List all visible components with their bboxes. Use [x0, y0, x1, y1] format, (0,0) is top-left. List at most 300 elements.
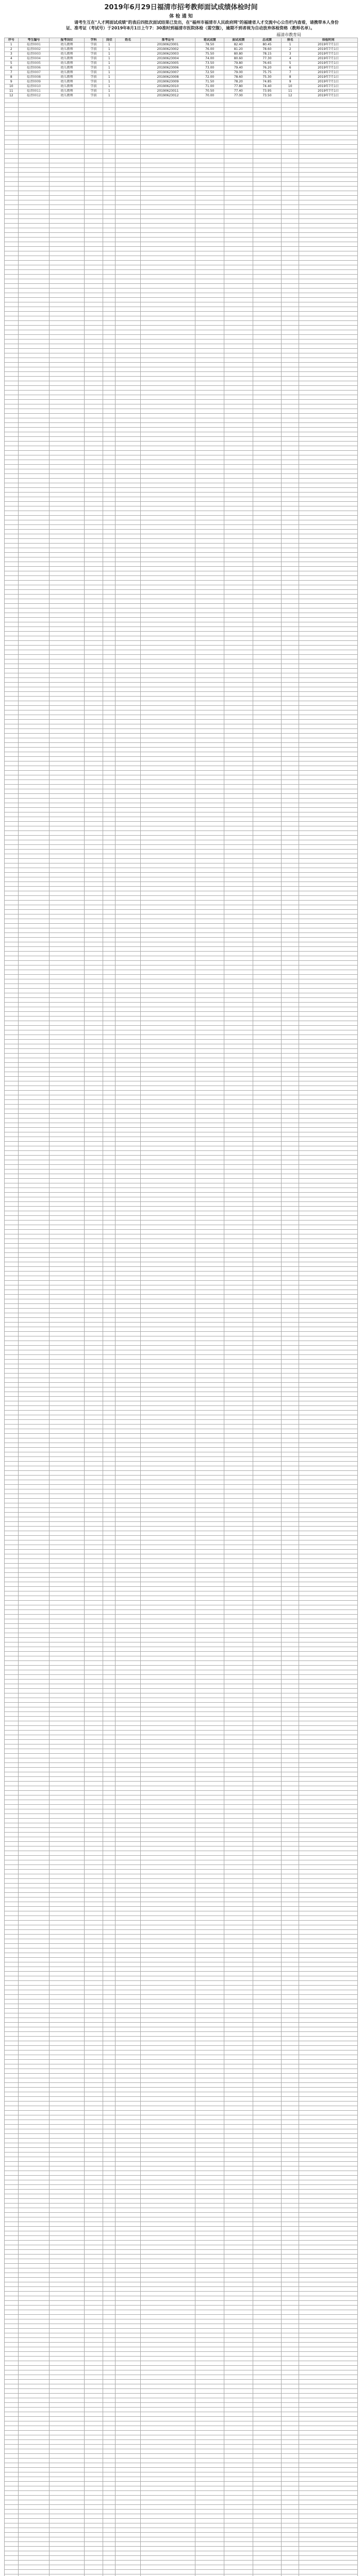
table-cell	[299, 409, 358, 414]
table-cell	[50, 692, 85, 697]
table-cell	[103, 794, 116, 799]
table-cell	[224, 794, 253, 799]
table-cell	[5, 1795, 19, 1800]
table-cell	[224, 131, 253, 135]
table-cell	[140, 1791, 195, 1795]
table-cell	[253, 1615, 282, 1619]
table-row	[5, 1466, 358, 1471]
table-cell	[5, 1726, 19, 1731]
table-cell	[103, 826, 116, 831]
table-row	[5, 1234, 358, 1239]
table-cell	[299, 437, 358, 442]
table-row	[5, 1165, 358, 1170]
table-cell	[253, 1480, 282, 1485]
table-cell	[84, 349, 103, 353]
table-cell	[299, 432, 358, 437]
table-cell	[195, 381, 224, 386]
table-cell	[103, 182, 116, 187]
table-cell	[18, 534, 50, 539]
table-cell: 72.00	[195, 75, 224, 80]
table-cell	[50, 1545, 85, 1550]
table-cell	[224, 1411, 253, 1415]
table-cell	[224, 460, 253, 465]
table-cell	[103, 1791, 116, 1795]
table-cell	[50, 956, 85, 961]
table-cell	[253, 1624, 282, 1629]
table-cell	[253, 247, 282, 251]
table-cell	[18, 1114, 50, 1118]
table-cell	[224, 1809, 253, 1814]
table-cell	[224, 1540, 253, 1545]
table-cell	[299, 442, 358, 446]
table-cell	[116, 1072, 140, 1077]
table-cell	[103, 799, 116, 803]
table-cell	[140, 479, 195, 483]
table-cell	[253, 822, 282, 826]
table-cell	[103, 395, 116, 400]
table-cell	[103, 159, 116, 163]
table-cell	[18, 863, 50, 868]
table-cell	[50, 952, 85, 956]
table-cell	[253, 664, 282, 669]
table-cell	[195, 1420, 224, 1425]
table-cell	[299, 571, 358, 576]
table-cell	[195, 1814, 224, 1819]
table-cell	[224, 748, 253, 752]
table-cell	[50, 757, 85, 761]
table-cell	[84, 938, 103, 942]
table-cell	[50, 251, 85, 256]
table-cell	[224, 302, 253, 307]
table-cell	[140, 1309, 195, 1313]
table-cell	[103, 1578, 116, 1582]
table-cell	[253, 1652, 282, 1656]
table-cell	[299, 1383, 358, 1387]
table-cell	[84, 261, 103, 265]
table-cell: 20190623001	[140, 43, 195, 47]
table-cell	[103, 1768, 116, 1772]
table-row	[5, 1392, 358, 1397]
table-cell	[224, 1805, 253, 1809]
table-cell	[224, 1652, 253, 1656]
table-cell	[116, 395, 140, 400]
table-cell	[103, 1772, 116, 1777]
table-cell	[116, 1800, 140, 1805]
table-cell	[103, 1411, 116, 1415]
table-cell	[282, 446, 299, 451]
table-cell	[18, 1077, 50, 1081]
table-row	[5, 1253, 358, 1258]
table-cell	[140, 1768, 195, 1772]
table-cell	[253, 1768, 282, 1772]
table-cell	[253, 975, 282, 979]
table-cell	[299, 710, 358, 715]
table-cell	[84, 822, 103, 826]
table-cell	[103, 238, 116, 242]
table-cell	[299, 321, 358, 326]
table-cell	[282, 483, 299, 488]
table-cell	[195, 1786, 224, 1791]
table-cell	[282, 247, 299, 251]
table-row	[5, 799, 358, 803]
table-cell	[224, 1040, 253, 1044]
table-cell	[50, 1369, 85, 1374]
table-cell	[18, 312, 50, 316]
table-cell	[103, 451, 116, 455]
table-cell	[299, 1216, 358, 1221]
table-cell	[140, 1647, 195, 1652]
table-cell	[103, 873, 116, 877]
table-cell	[224, 1086, 253, 1091]
table-cell	[299, 729, 358, 734]
table-cell	[18, 1712, 50, 1717]
table-row	[5, 1276, 358, 1281]
table-cell	[84, 460, 103, 465]
table-cell	[18, 1717, 50, 1721]
table-cell	[50, 548, 85, 553]
table-cell	[103, 1021, 116, 1026]
table-cell	[140, 163, 195, 168]
table-cell	[282, 377, 299, 381]
table-cell	[299, 173, 358, 177]
table-cell	[18, 1536, 50, 1540]
table-cell: 学前	[84, 66, 103, 71]
table-cell	[299, 1564, 358, 1568]
table-cell	[282, 1364, 299, 1369]
table-cell	[140, 873, 195, 877]
table-cell	[50, 214, 85, 219]
table-cell: 77.80	[224, 84, 253, 89]
table-cell	[18, 1355, 50, 1360]
table-cell	[299, 312, 358, 316]
table-cell	[195, 1160, 224, 1165]
table-cell	[18, 432, 50, 437]
table-cell	[195, 553, 224, 557]
table-cell	[140, 1132, 195, 1137]
table-row	[5, 1480, 358, 1485]
table-cell	[195, 1216, 224, 1221]
table-cell	[5, 1605, 19, 1610]
table-cell	[84, 873, 103, 877]
table-cell	[5, 1754, 19, 1758]
table-cell	[140, 377, 195, 381]
table-cell: 3	[5, 52, 19, 57]
table-cell	[282, 548, 299, 553]
table-cell	[195, 1364, 224, 1369]
table-row	[5, 1244, 358, 1248]
table-cell	[5, 1582, 19, 1587]
table-cell	[116, 1666, 140, 1670]
table-cell	[5, 196, 19, 200]
table-row	[5, 251, 358, 256]
table-cell	[84, 1596, 103, 1601]
table-cell	[299, 692, 358, 697]
table-cell	[140, 349, 195, 353]
table-cell: 20190623004	[140, 57, 195, 61]
table-cell	[195, 1693, 224, 1698]
table-cell	[18, 1476, 50, 1480]
table-cell	[224, 1012, 253, 1016]
table-cell	[18, 1805, 50, 1809]
table-cell	[84, 1536, 103, 1540]
table-cell	[103, 1559, 116, 1564]
table-cell	[116, 1309, 140, 1313]
table-cell	[116, 1503, 140, 1508]
table-cell	[84, 1369, 103, 1374]
table-cell	[195, 163, 224, 168]
table-cell	[84, 1587, 103, 1591]
table-cell	[5, 595, 19, 599]
table-cell	[140, 697, 195, 701]
table-cell	[103, 256, 116, 261]
table-cell	[50, 1030, 85, 1035]
table-cell	[18, 836, 50, 840]
table-cell	[224, 1007, 253, 1012]
table-row	[5, 590, 358, 595]
table-cell	[253, 659, 282, 664]
table-cell	[5, 1462, 19, 1466]
table-row	[5, 298, 358, 302]
table-cell	[84, 1299, 103, 1304]
table-cell	[5, 168, 19, 173]
table-cell	[140, 1615, 195, 1619]
table-cell	[18, 1642, 50, 1647]
table-cell	[84, 646, 103, 650]
table-cell	[18, 1072, 50, 1077]
table-cell	[5, 1327, 19, 1332]
table-cell	[103, 836, 116, 840]
table-cell	[224, 840, 253, 845]
table-cell	[18, 1703, 50, 1707]
table-cell	[224, 1281, 253, 1285]
table-cell	[253, 1035, 282, 1040]
table-cell	[299, 1656, 358, 1661]
table-row	[5, 488, 358, 493]
table-cell	[140, 1601, 195, 1605]
table-cell	[282, 1021, 299, 1026]
table-cell	[195, 618, 224, 622]
table-cell	[18, 701, 50, 706]
table-cell	[84, 942, 103, 947]
table-cell	[84, 1712, 103, 1717]
table-cell	[140, 1118, 195, 1123]
table-cell	[195, 701, 224, 706]
table-cell	[18, 901, 50, 905]
column-header: 体检时间	[299, 38, 358, 43]
table-cell	[84, 173, 103, 177]
table-cell	[103, 715, 116, 720]
table-cell	[50, 891, 85, 896]
table-cell	[103, 817, 116, 822]
table-cell	[84, 1058, 103, 1063]
table-cell	[299, 901, 358, 905]
table-cell	[195, 1142, 224, 1146]
table-cell	[282, 1355, 299, 1360]
table-cell	[103, 965, 116, 970]
table-cell	[224, 242, 253, 247]
table-cell	[5, 914, 19, 919]
table-cell	[84, 1717, 103, 1721]
table-row	[5, 1633, 358, 1638]
table-cell	[84, 1429, 103, 1434]
table-cell	[224, 1160, 253, 1165]
table-row	[5, 678, 358, 683]
table-cell	[84, 117, 103, 122]
table-cell	[103, 279, 116, 284]
table-cell	[140, 442, 195, 446]
table-cell	[299, 159, 358, 163]
table-cell	[18, 1652, 50, 1656]
table-cell	[140, 729, 195, 734]
table-cell	[5, 1044, 19, 1049]
table-cell	[253, 989, 282, 993]
table-cell	[5, 627, 19, 632]
table-cell	[299, 1327, 358, 1332]
table-cell	[5, 414, 19, 418]
table-cell: 幼儿教师	[50, 57, 85, 61]
table-cell	[50, 1629, 85, 1633]
table-cell	[103, 1647, 116, 1652]
table-cell	[224, 956, 253, 961]
table-cell	[18, 627, 50, 632]
table-cell	[195, 1244, 224, 1248]
table-cell	[140, 1689, 195, 1693]
table-cell	[195, 1248, 224, 1253]
table-cell	[103, 145, 116, 149]
table-row	[5, 321, 358, 326]
table-row	[5, 1272, 358, 1276]
table-cell	[50, 938, 85, 942]
table-cell	[103, 506, 116, 511]
table-row	[5, 636, 358, 641]
table-cell	[253, 1420, 282, 1425]
table-cell	[195, 1086, 224, 1091]
table-cell	[18, 1582, 50, 1587]
table-cell	[253, 1434, 282, 1438]
table-cell	[140, 1680, 195, 1684]
table-cell	[224, 1564, 253, 1568]
table-cell	[5, 520, 19, 525]
table-cell	[84, 1610, 103, 1615]
table-cell	[50, 321, 85, 326]
table-cell	[140, 1369, 195, 1374]
table-cell	[224, 877, 253, 882]
table-cell	[50, 256, 85, 261]
table-cell: 75.30	[253, 75, 282, 80]
table-cell	[195, 1202, 224, 1207]
table-cell	[140, 1058, 195, 1063]
table-cell	[18, 1049, 50, 1054]
table-cell	[224, 910, 253, 914]
table-cell	[224, 1341, 253, 1346]
table-cell	[50, 1582, 85, 1587]
table-row	[5, 1374, 358, 1378]
table-cell: 7	[5, 71, 19, 75]
table-cell	[195, 1262, 224, 1267]
table-cell	[50, 386, 85, 391]
table-cell	[195, 1091, 224, 1095]
table-row	[5, 1462, 358, 1466]
table-cell	[224, 1378, 253, 1383]
table-cell	[84, 859, 103, 863]
table-cell	[224, 706, 253, 710]
table-cell	[224, 1272, 253, 1276]
table-row	[5, 1035, 358, 1040]
table-cell	[224, 692, 253, 697]
table-cell	[103, 1466, 116, 1471]
table-cell	[140, 1540, 195, 1545]
table-cell	[116, 330, 140, 335]
table-cell	[103, 1536, 116, 1540]
table-cell	[50, 979, 85, 984]
table-cell	[50, 302, 85, 307]
table-cell	[50, 1717, 85, 1721]
table-cell	[103, 706, 116, 710]
table-cell	[5, 1026, 19, 1030]
table-cell	[50, 664, 85, 669]
table-cell	[18, 965, 50, 970]
table-cell	[224, 432, 253, 437]
table-cell	[103, 168, 116, 173]
table-cell	[116, 177, 140, 182]
table-cell	[253, 1341, 282, 1346]
table-cell	[116, 71, 140, 75]
table-cell	[195, 493, 224, 497]
table-cell	[253, 604, 282, 608]
table-cell	[116, 710, 140, 715]
table-cell	[195, 293, 224, 298]
table-row	[5, 149, 358, 154]
table-cell	[50, 1281, 85, 1285]
table-cell	[299, 1350, 358, 1355]
table-cell	[84, 544, 103, 548]
table-cell	[195, 817, 224, 822]
table-cell: 12	[5, 94, 19, 98]
table-row	[5, 1443, 358, 1448]
table-cell	[299, 1591, 358, 1596]
table-cell	[84, 850, 103, 854]
table-cell	[5, 882, 19, 887]
table-cell	[84, 636, 103, 641]
table-cell	[299, 1142, 358, 1146]
table-cell	[5, 1550, 19, 1554]
table-cell	[195, 1754, 224, 1758]
table-cell	[282, 1703, 299, 1707]
table-row	[5, 61, 358, 66]
table-cell	[195, 822, 224, 826]
table-cell	[50, 1712, 85, 1717]
table-cell	[224, 1485, 253, 1489]
table-cell	[224, 812, 253, 817]
table-cell	[116, 1605, 140, 1610]
table-cell	[116, 344, 140, 349]
table-cell	[116, 697, 140, 701]
table-cell	[140, 808, 195, 812]
table-cell	[50, 1485, 85, 1489]
table-row	[5, 817, 358, 822]
table-row	[5, 1661, 358, 1666]
table-cell	[282, 1489, 299, 1494]
table-cell	[140, 896, 195, 901]
table-cell	[84, 632, 103, 636]
table-cell	[84, 1007, 103, 1012]
table-cell	[116, 1049, 140, 1054]
table-row	[5, 1499, 358, 1503]
table-cell	[282, 1216, 299, 1221]
table-cell	[50, 1666, 85, 1670]
table-cell	[5, 330, 19, 335]
table-cell	[195, 1295, 224, 1299]
